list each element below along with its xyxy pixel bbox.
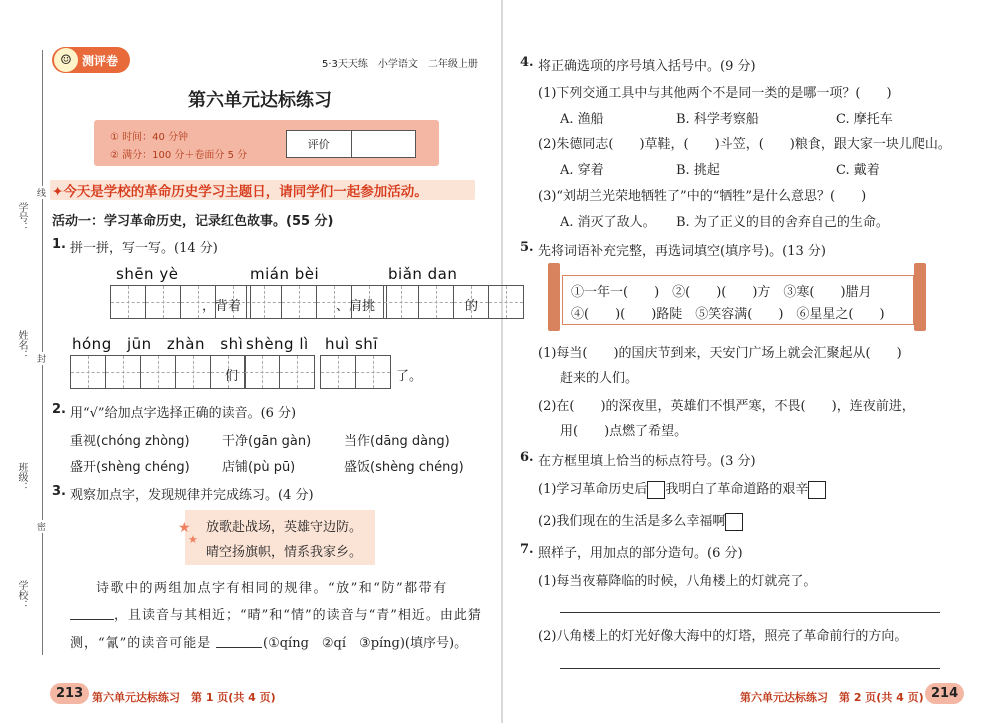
q3-paragraph-3b: (①qíng ②qí ③pínɡ)(填序号)。 bbox=[263, 636, 468, 651]
q6-instruction: 在方框里填上恰当的标点符号。(3 分) bbox=[538, 454, 756, 469]
q4-sub-2: (2)朱德同志( )草鞋，( )斗笠，( )粮食，跟大家一块儿爬山。 bbox=[538, 137, 951, 152]
q6-sub-1: (1)学习革命历史后 我明白了革命道路的艰辛 bbox=[538, 478, 826, 499]
evaluation-label: 评价 bbox=[287, 131, 352, 157]
q6-number: 6. bbox=[520, 450, 534, 465]
q1-text-4: 们 bbox=[225, 369, 239, 384]
word-scroll bbox=[548, 263, 926, 333]
q1-pinyin-3: biǎn dan bbox=[388, 265, 458, 283]
info-panel bbox=[94, 120, 439, 166]
q5-number: 5. bbox=[520, 240, 534, 255]
evaluation-field[interactable] bbox=[352, 131, 416, 157]
q4-number: 4. bbox=[520, 55, 534, 70]
writing-grid-6[interactable] bbox=[320, 355, 391, 389]
q1-pinyin-2: mián bèi bbox=[250, 265, 320, 283]
q4-option-2a[interactable]: A. 穿着 bbox=[560, 163, 604, 178]
q5-words-1: ①一年一( ) ②( )( )方 ③寒( )腊月 bbox=[571, 285, 872, 300]
q1-pinyin-6: huì shī bbox=[325, 335, 378, 353]
poem-line-2: 晴空扬旗帜，情系我家乡。 bbox=[206, 545, 363, 560]
q7-answer-line-2[interactable] bbox=[560, 668, 940, 669]
footer-right: 第六单元达标练习 第 2 页(共 4 页) bbox=[740, 691, 924, 704]
poem-line-1: 放歌赴战场，英雄守边防。 bbox=[206, 520, 363, 535]
q1-number: 1. bbox=[52, 237, 66, 252]
q2-number: 2. bbox=[52, 402, 66, 417]
evaluation-box bbox=[286, 130, 416, 158]
student-id-label: 学号： bbox=[16, 202, 27, 232]
punctuation-box-3[interactable] bbox=[725, 513, 743, 531]
q2-item-6[interactable]: 盛饭(shèng chéng) bbox=[344, 460, 464, 475]
q7-number: 7. bbox=[520, 542, 534, 557]
theme-text: ✦今天是学校的革命历史学习主题日，请同学们一起参加活动。 bbox=[52, 184, 428, 200]
q2-item-3[interactable]: 当作(dāng dàng) bbox=[344, 434, 450, 449]
q5-words-2: ④( )( )路陡 ⑤笑容满( ) ⑥星星之( ) bbox=[571, 307, 885, 322]
q3-blank-2[interactable] bbox=[216, 647, 262, 648]
q1-pinyin-1: shēn yè bbox=[116, 265, 179, 283]
q1-pinyin-5: shèng lì bbox=[246, 335, 309, 353]
q1-text-2: 、肩挑 bbox=[336, 299, 376, 314]
publisher-header: 5·3天天练 小学语文 二年级上册 bbox=[322, 59, 478, 70]
page-title: 第六单元达标练习 bbox=[188, 90, 332, 111]
binding-mark-seal: 封 bbox=[37, 352, 46, 365]
q5-sub-1b: 赶来的人们。 bbox=[560, 371, 639, 386]
q7-sub-2: (2)八角楼上的灯光好像大海中的灯塔，照亮了革命前行的方向。 bbox=[538, 629, 908, 644]
q3-paragraph-2: ，且读音与其相近；“晴”和“情”的读音与“青”相近。由此猜 bbox=[114, 608, 482, 623]
punctuation-box-1[interactable] bbox=[647, 481, 665, 499]
q4-instruction: 将正确选项的序号填入括号中。(9 分) bbox=[538, 59, 756, 74]
activity-one-heading: 活动一：学习革命历史，记录红色故事。(55 分) bbox=[52, 214, 334, 229]
q2-item-1[interactable]: 重视(chóng zhòng) bbox=[70, 434, 190, 449]
punctuation-box-2[interactable] bbox=[808, 481, 826, 499]
q5-sub-2: (2)在( )的深夜里，英雄们不惧严寒，不畏( )，连夜前进， bbox=[538, 399, 915, 414]
q1-pinyin-4: hóng jūn zhàn shì bbox=[72, 335, 244, 353]
score-info: ② 满分：100 分＋卷面分 5 分 bbox=[110, 150, 248, 161]
page-divider bbox=[501, 0, 503, 723]
q2-item-2[interactable]: 干净(gān gàn) bbox=[222, 434, 312, 449]
q7-sub-1: (1)每当夜幕降临的时候，八角楼上的灯就亮了。 bbox=[538, 574, 817, 589]
q3-instruction: 观察加点字，发现规律并完成练习。(4 分) bbox=[70, 488, 314, 503]
q2-item-5[interactable]: 店铺(pù pū) bbox=[222, 460, 296, 475]
q4-option-2b[interactable]: B. 挑起 bbox=[676, 163, 720, 178]
test-paper-tag: ☺ 测评卷 bbox=[52, 47, 130, 73]
binding-mark-line: 线 bbox=[37, 186, 46, 199]
star-icon: ★ bbox=[188, 533, 198, 546]
q2-instruction: 用“√”给加点字选择正确的读音。(6 分) bbox=[70, 406, 297, 421]
q3-blank-1[interactable] bbox=[70, 619, 114, 620]
q4-option-2c[interactable]: C. 戴着 bbox=[836, 163, 880, 178]
q3-number: 3. bbox=[52, 484, 66, 499]
q4-sub-1: (1)下列交通工具中与其他两个不是同一类的是哪一项？( ) bbox=[538, 86, 892, 101]
q4-option-1b[interactable]: B. 科学考察船 bbox=[676, 112, 759, 127]
q1-text-1: ，背着 bbox=[202, 299, 242, 314]
page-number-right: 214 bbox=[925, 683, 964, 704]
star-icon: ★ bbox=[178, 520, 191, 536]
q5-sub-2b: 用( )点燃了希望。 bbox=[560, 424, 688, 439]
q1-text-3: 的 bbox=[465, 299, 479, 314]
writing-grid-5[interactable] bbox=[244, 355, 315, 389]
student-avatar-icon: ☺ bbox=[54, 48, 78, 72]
writing-grid-4[interactable] bbox=[70, 355, 246, 389]
q4-option-3b[interactable]: B. 为了正义的目的舍弃自己的生命。 bbox=[676, 215, 889, 230]
q7-instruction: 照样子，用加点的部分造句。(6 分) bbox=[538, 546, 743, 561]
q3-paragraph-3: 测，“氰”的读音可能是 bbox=[70, 636, 212, 651]
binding-mark-secret: 密 bbox=[37, 520, 46, 533]
footer-left: 第六单元达标练习 第 1 页(共 4 页) bbox=[92, 691, 276, 704]
q4-sub-3: (3)“刘胡兰光荣地牺牲了”中的“牺牲”是什么意思？( ) bbox=[538, 189, 867, 204]
q4-option-1a[interactable]: A. 渔船 bbox=[560, 112, 604, 127]
q1-text-5: 了。 bbox=[396, 369, 423, 384]
q7-answer-line-1[interactable] bbox=[560, 612, 940, 613]
school-label: 学校： bbox=[16, 580, 27, 610]
q5-sub-1: (1)每当( )的国庆节到来，天安门广场上就会汇聚起从( ) bbox=[538, 346, 902, 361]
q3-paragraph-1: 诗歌中的两组加点字有相同的规律。“放”和“防”都带有 bbox=[96, 581, 448, 596]
class-label: 班级： bbox=[16, 462, 27, 492]
writing-grid-3[interactable] bbox=[383, 285, 524, 319]
q5-instruction: 先将词语补充完整，再选词填空(填序号)。(13 分) bbox=[538, 244, 826, 259]
time-info: ① 时间：40 分钟 bbox=[110, 132, 189, 143]
page-number-left: 213 bbox=[50, 683, 89, 704]
q4-option-1c[interactable]: C. 摩托车 bbox=[836, 112, 893, 127]
q2-item-4[interactable]: 盛开(shèng chéng) bbox=[70, 460, 190, 475]
q4-option-3a[interactable]: A. 消灭了敌人。 bbox=[560, 215, 656, 230]
name-label: 姓名： bbox=[16, 330, 27, 360]
q1-instruction: 拼一拼，写一写。(14 分) bbox=[70, 241, 218, 256]
q6-sub-2: (2)我们现在的生活是多么幸福啊 bbox=[538, 510, 743, 531]
